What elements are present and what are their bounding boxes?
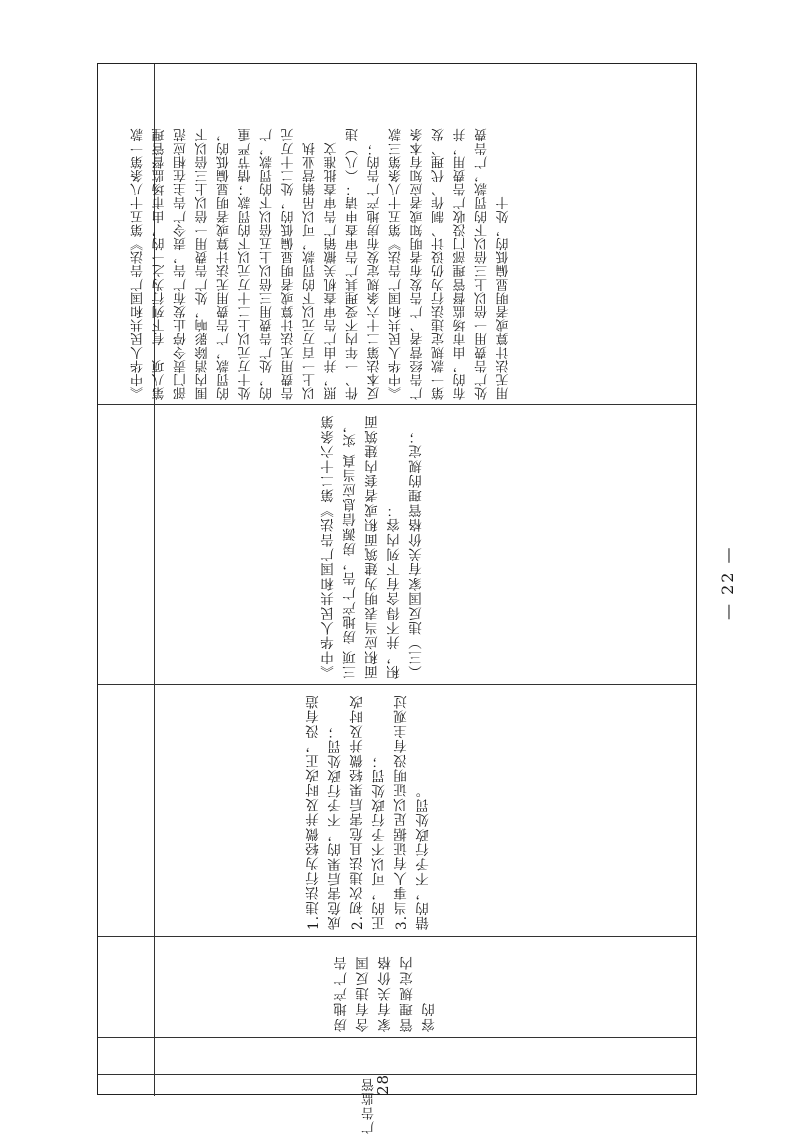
row-penalty: 《中华人民共和国广告法》第五十八条第一款第八项 有下列行为之一的，由市场监督管理部门责令停止发布广告，责令广告主在相应范围内消除影响，处广告费用一倍以上三倍以下的罚款，广告费用无法计算或者明显偏低的，处十万元以上二十万元以下的罚款；情节严重的，处广告费用三倍以上五倍以下的罚款，广告费用无法计算或者明显偏低的，处二十万元以上一百万元以下的罚款，可以吊销营业执照，并由广告审查机关撤销广告审查批准文件、一年内不受理其广告审查申请：（八）违反本法第二十六条规定发布房地产广告的； 《中华人民共和国广告法》第五十八条第三款 广告经营者、广告发布者明知或者应知有本条第一款规定违法行为仍设计、制作、代理、发布的，由市场监督管理部门没收广告费用，并处广告费用一倍以上三倍以下的罚款，广告费用无法计算或者明显偏低的，处十 xyxy=(131,128,512,400)
row-number: 28 xyxy=(374,1073,392,1095)
row-item: 房地产广告含有违反国家有关价格管理规定内容的 xyxy=(334,954,438,1032)
divider-legal-basis xyxy=(98,404,696,405)
table-frame xyxy=(97,63,697,1134)
divider-category xyxy=(98,1037,696,1038)
row-category: 广告监管 xyxy=(362,1077,377,1134)
row-legal-basis: 《中华人民共和国广告法》第二十六条第三项 房地产广告，房源信息应当真 实，面积应当表明为建筑面积或者套内建筑面积，并不得含有下列内容： （三）违反国家有关价格管理的规定； xyxy=(321,414,425,679)
row-exemption: 1.违法行为轻微并及时改正，没有造成危害后果的，不予行政处罚； 2.初次违法且危害后果轻微并及时改正的，可以不予行政处罚； 3.当事人有证据足以证明没有主观过错的，不予行政处罚。 xyxy=(306,694,432,930)
page-number: — 22 — xyxy=(718,545,737,620)
divider-item xyxy=(98,936,696,937)
divider-exemption xyxy=(98,684,696,685)
